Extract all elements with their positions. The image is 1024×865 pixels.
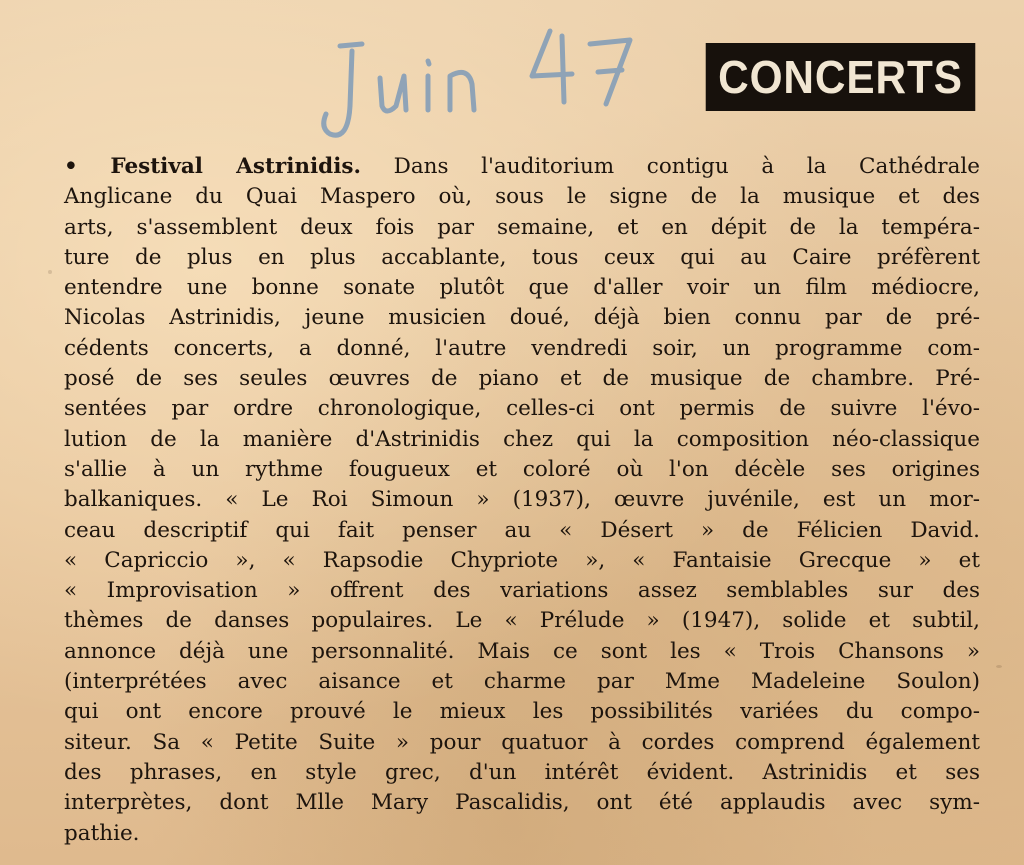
article-line: ture de plus en plus accablante, tous ceux qui au Caire préfèrent (64, 244, 980, 270)
article-line: lution de la manière d'Astrinidis chez qui la composition néo-classique (64, 426, 980, 452)
handwritten-date-drawing (300, 6, 680, 156)
article-line: Anglicane du Quai Maspero où, sous le signe de la musique et des (64, 184, 980, 210)
section-header-concerts: CONCERTS (706, 43, 976, 111)
article-body (64, 152, 980, 849)
article-line: arts, s'assemblent deux fois par semaine, et en dépit de la tempéra- (64, 214, 980, 240)
article-line: Nicolas Astrinidis, jeune musicien doué, déjà bien connu par de pré- (64, 305, 980, 331)
handwritten-date (300, 6, 680, 156)
article-line: (interprétées avec aisance et charme par Mme Madeleine Soulon) (64, 669, 980, 695)
article-line: « Capriccio », « Rapsodie Chypriote », « Fantaisie Grecque » et (64, 547, 980, 573)
article-line: annonce déjà une personnalité. Mais ce sont les « Trois Chansons » (64, 638, 980, 664)
article-line: s'allie à un rythme fougueux et coloré où l'on décèle ses origines (64, 456, 980, 482)
article-line: entendre une bonne sonate plutôt que d'aller voir un film médiocre, (64, 275, 980, 301)
bullet-icon: • (64, 154, 78, 179)
article-line (64, 152, 980, 182)
article-line: siteur. Sa « Petite Suite » pour quatuor à cordes comprend également (64, 729, 980, 755)
paper-stain (48, 270, 52, 274)
article-line: des phrases, en style grec, d'un intérêt évident. Astrinidis et ses (64, 759, 980, 785)
article-line: pathie. (64, 820, 140, 846)
article-line: thèmes de danses populaires. Le « Prélude » (1947), solide et subtil, (64, 608, 980, 634)
article-line: cédents concerts, a donné, l'autre vendredi soir, un programme com- (64, 335, 980, 361)
article-line-text: Dans l'auditorium contigu à la Cathédrale (360, 154, 980, 179)
article-line: qui ont encore prouvé le mieux les possibilités variées du compo- (64, 699, 980, 725)
article-line: balkaniques. « Le Roi Simoun » (1937), œuvre juvénile, est un mor- (64, 487, 980, 513)
article-line: ceau descriptif qui fait penser au « Désert » de Félicien David. (64, 517, 980, 543)
article-line: « Improvisation » offrent des variations assez semblables sur des (64, 578, 980, 604)
article-line: interprètes, dont Mlle Mary Pascalidis, ont été applaudis avec sym- (64, 790, 980, 816)
article-line: posé de ses seules œuvres de piano et de musique de chambre. Pré- (64, 366, 980, 392)
paper-stain (996, 665, 1002, 668)
article-lead: Festival Astrinidis. (110, 154, 361, 179)
article-line: sentées par ordre chronologique, celles-ci ont permis de suivre l'évo- (64, 396, 980, 422)
